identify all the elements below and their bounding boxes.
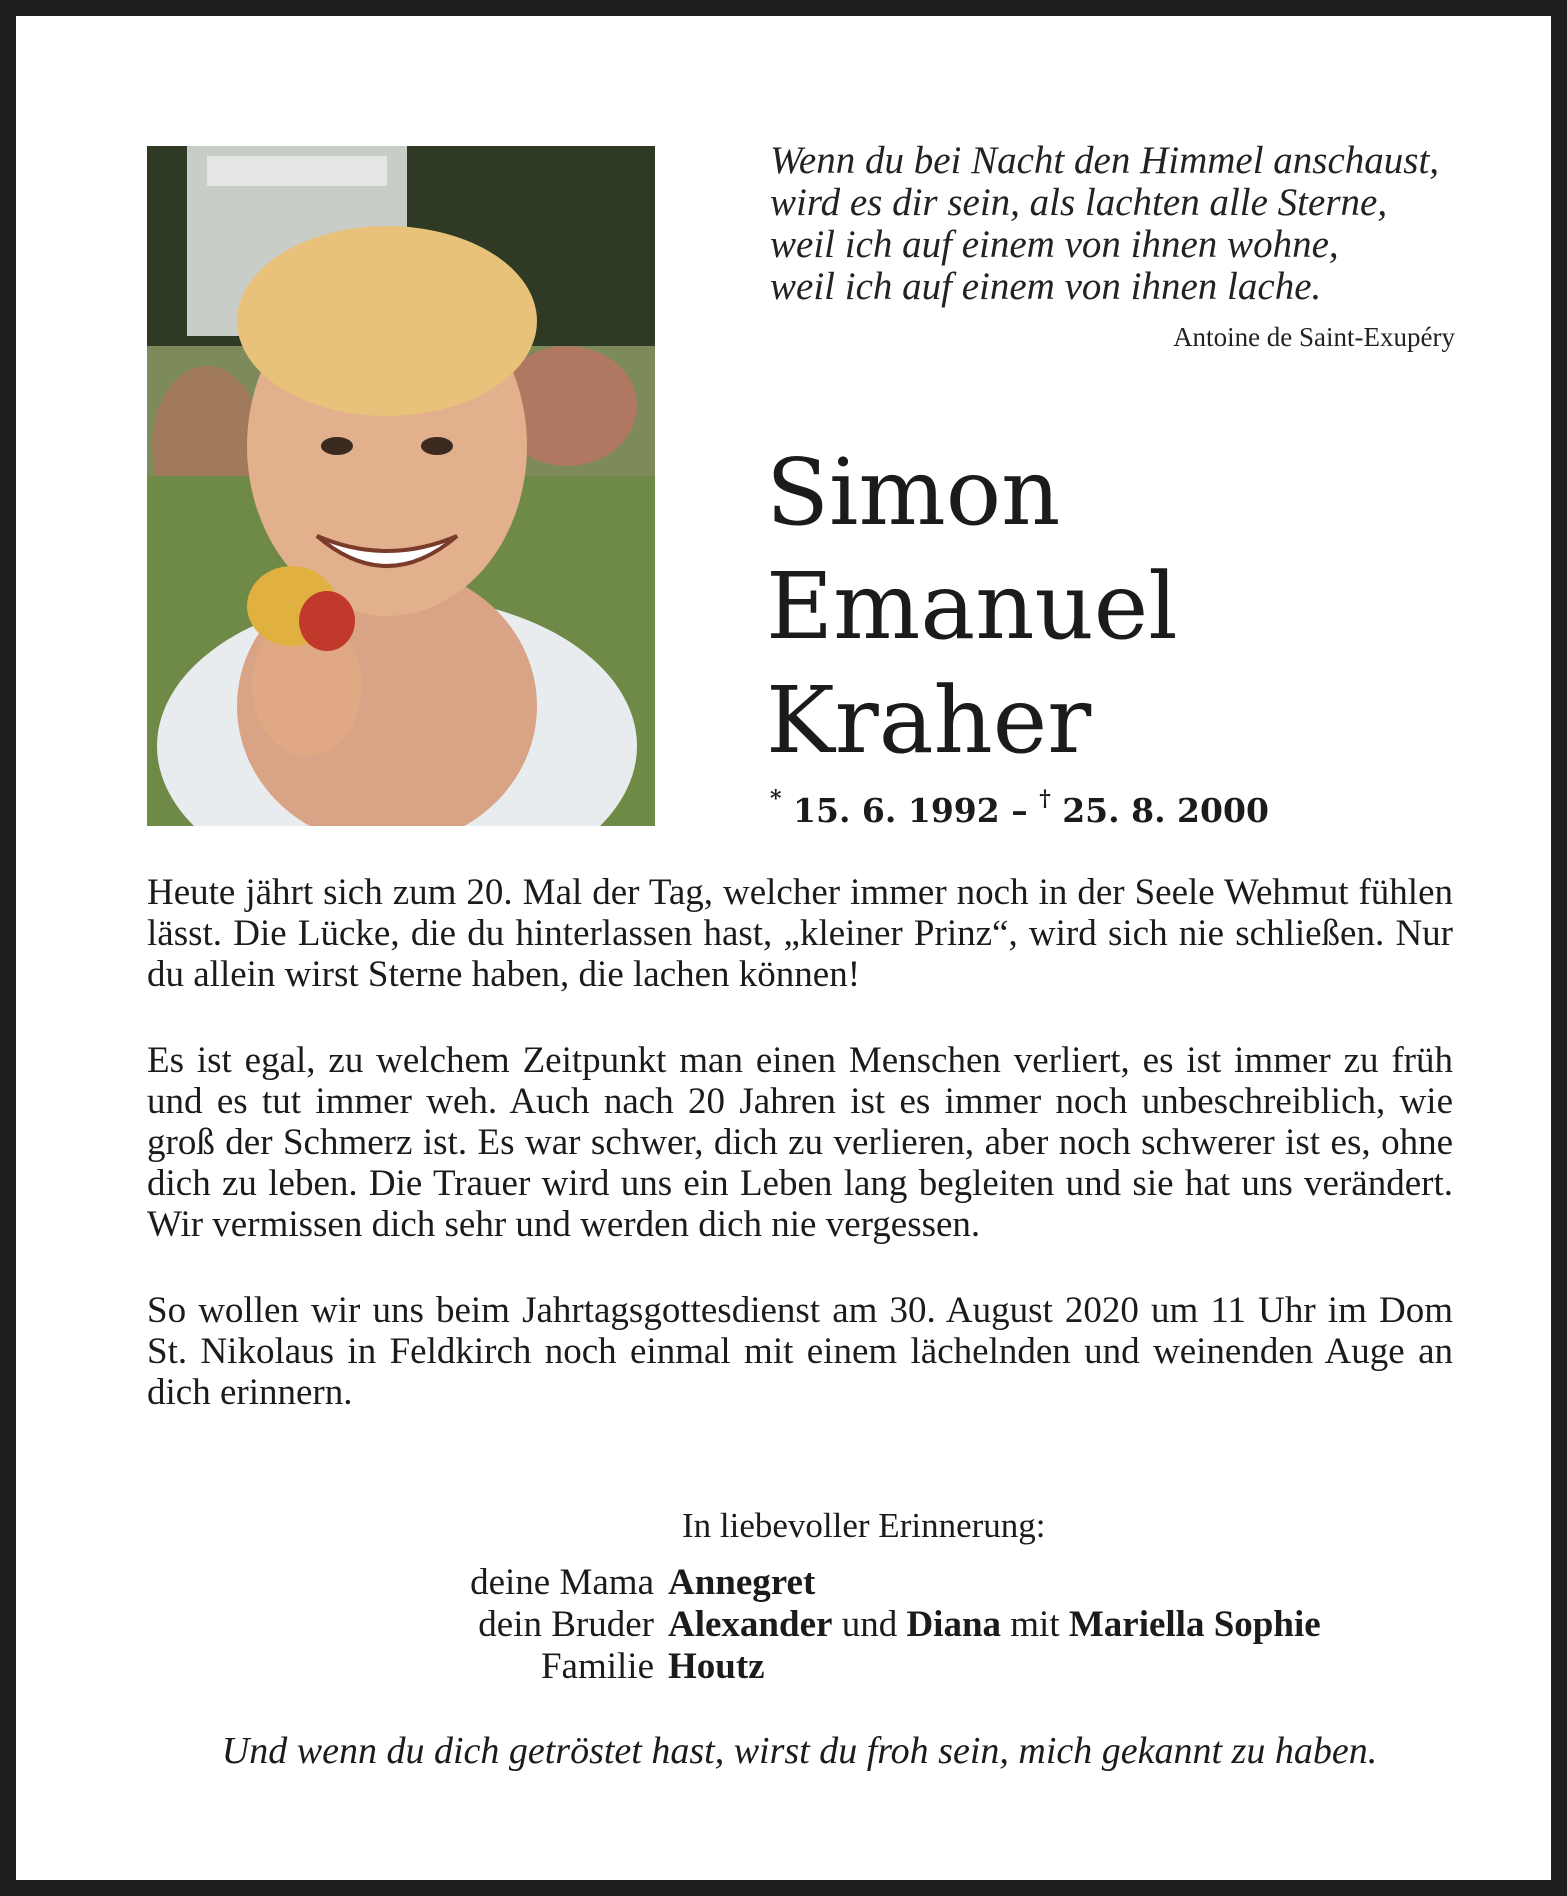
quote-line: wird es dir sein, als lachten alle Sterne,	[770, 181, 1388, 224]
name-line-last: Kraher	[766, 667, 1092, 774]
deceased-name	[766, 436, 1178, 778]
quote-line: weil ich auf einem von ihnen lache.	[770, 265, 1322, 308]
signature-name: Diana	[906, 1604, 1002, 1645]
signature-names	[668, 1646, 765, 1688]
quote-author: Antoine de Saint-Exupéry	[1173, 322, 1455, 352]
obituary-text	[147, 872, 1453, 1458]
signature-role: Familie	[540, 1646, 654, 1687]
signature-name: Annegret	[668, 1562, 816, 1603]
signature-name: Houtz	[668, 1646, 765, 1687]
portrait-photo	[147, 146, 655, 826]
farewell-quote: Und wenn du dich getröstet hast, wirst du froh sein, mich gekannt zu haben.	[221, 1730, 1378, 1772]
signature-names	[668, 1562, 815, 1604]
paragraph: So wollen wir uns beim Jahrtagsgottesdienst am 30. August 2020 um 11 Uhr im Dom St. Nikolaus in Feldkirch noch einmal mit einem lächelnden und weinenden Auge an dich erinnern.	[147, 1290, 1453, 1413]
closing-title: In liebevoller Erinnerung:	[682, 1506, 1046, 1545]
life-dates	[770, 786, 1269, 830]
birth-symbol: *	[770, 786, 782, 812]
signature-name: Mariella Sophie	[1068, 1604, 1321, 1645]
paragraph: Heute jährt sich zum 20. Mal der Tag, welcher immer noch in der Seele Wehmut fühlen lässt. Die Lücke, die du hinterlassen hast, „kleiner Prinz“, wird sich nie schließen. Nur du allein wirst Sterne haben, die lachen können!	[147, 872, 1453, 995]
death-date: 25. 8. 2000	[1062, 791, 1269, 830]
date-separator: –	[1011, 791, 1028, 830]
signature-name: Alexander	[668, 1604, 833, 1645]
signature-row	[316, 1646, 1321, 1688]
birth-date: 15. 6. 1992	[793, 791, 1000, 830]
signature-role: deine Mama	[470, 1562, 654, 1603]
signatures	[316, 1562, 1321, 1688]
signature-joiner: und	[841, 1604, 898, 1645]
signature-role: dein Bruder	[478, 1604, 654, 1645]
paragraph: Es ist egal, zu welchem Zeitpunkt man einen Menschen verliert, es ist immer zu früh und es tut immer weh. Auch nach 20 Jahren ist es immer noch unbeschreiblich, wie groß der Schmerz ist. Es war schwer, dich zu verlieren, aber noch schwerer ist es, ohne dich zu leben. Die Trauer wird uns ein Leben lang begleiten und sie hat uns verändert. Wir vermissen dich sehr und werden dich nie vergessen.	[147, 1040, 1453, 1245]
death-symbol: †	[1039, 786, 1051, 812]
name-line-first: Simon	[766, 439, 1061, 546]
signature-names	[668, 1604, 1321, 1646]
signature-row	[316, 1604, 1321, 1646]
epigraph-quote	[770, 140, 1510, 308]
name-line-middle: Emanuel	[766, 553, 1178, 660]
signature-joiner: mit	[1010, 1604, 1060, 1645]
quote-line: weil ich auf einem von ihnen wohne,	[770, 223, 1339, 266]
signature-row	[316, 1562, 1321, 1604]
quote-line: Wenn du bei Nacht den Himmel anschaust,	[770, 139, 1440, 182]
